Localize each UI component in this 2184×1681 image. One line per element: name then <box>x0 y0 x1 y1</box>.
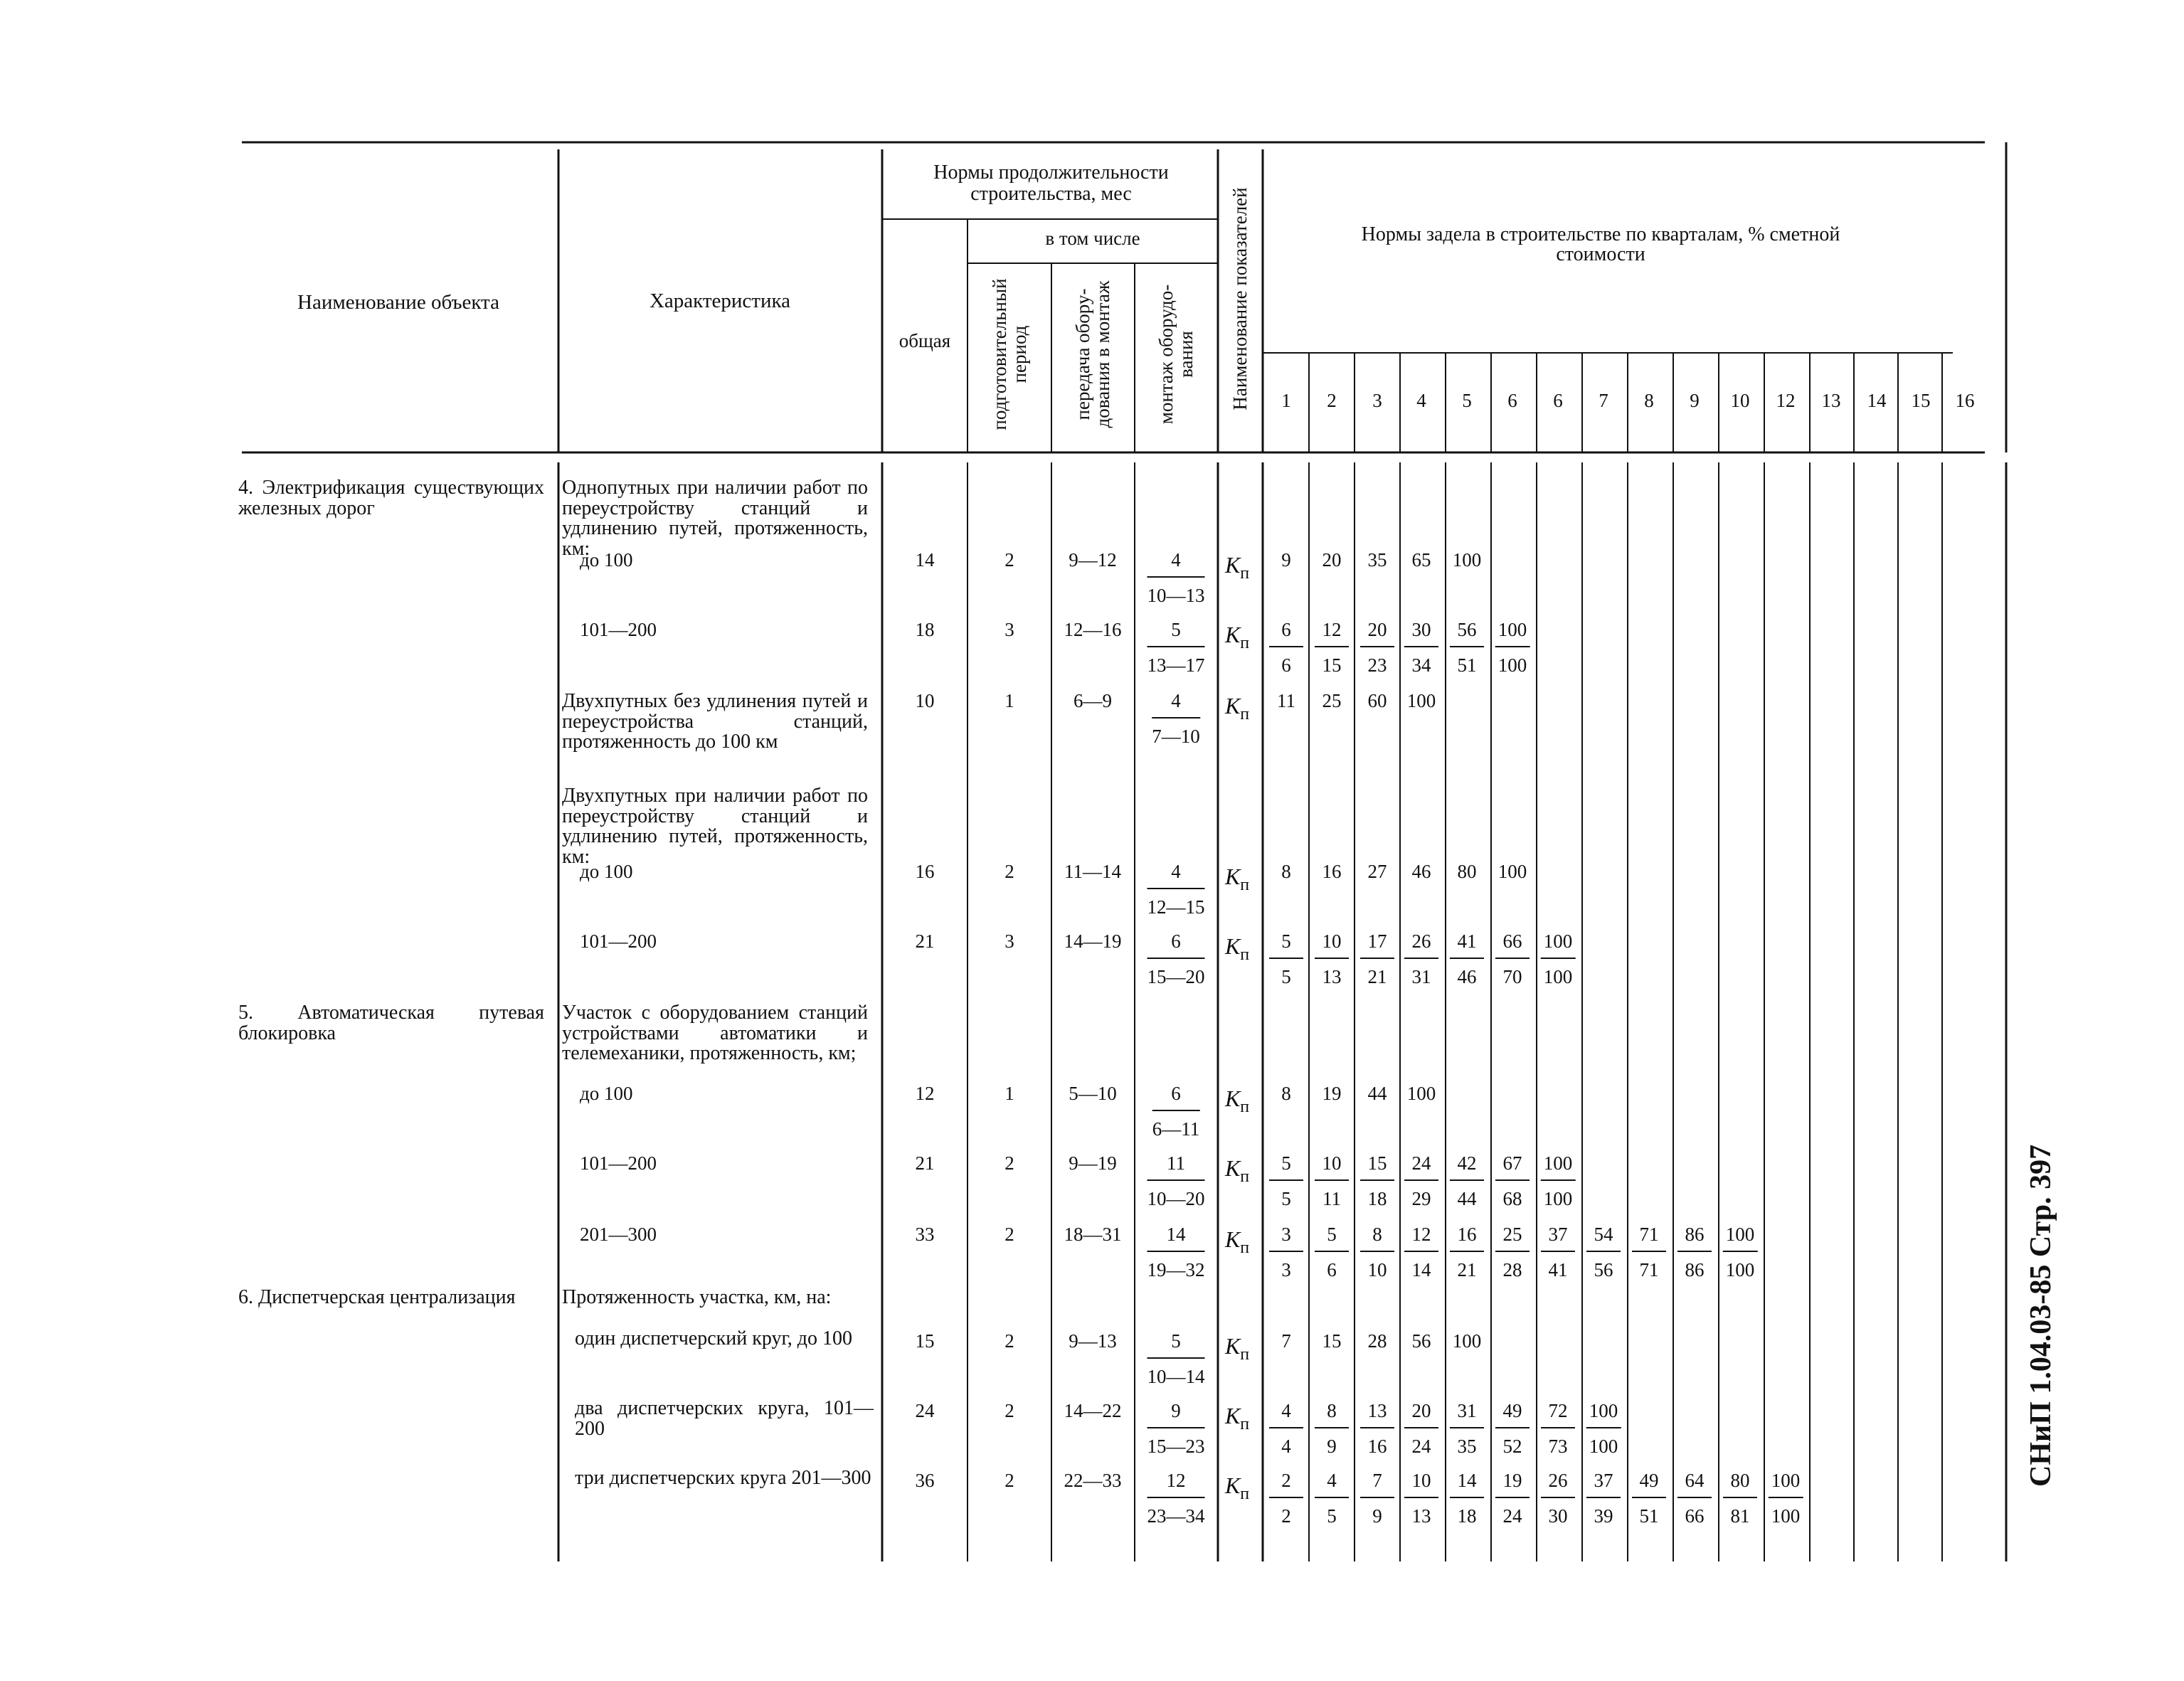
quarter-den: 13 <box>1411 1505 1431 1527</box>
row-label: до 100 <box>580 861 633 882</box>
quarter-header-7: 6 <box>1553 390 1563 411</box>
cell-install <box>1147 1330 1205 1387</box>
quarter-cell: 15 <box>1322 1330 1342 1352</box>
quarter-header-9: 8 <box>1644 390 1654 411</box>
quarter-cell <box>1269 1470 1303 1527</box>
quarter-den: 10 <box>1367 1259 1387 1280</box>
quarter-num: 10 <box>1315 930 1349 959</box>
quarter-num: 37 <box>1586 1470 1621 1498</box>
install-den: 7—10 <box>1152 726 1200 747</box>
quarter-num: 15 <box>1360 1152 1394 1181</box>
header-characteristic: Характеристика <box>649 290 791 312</box>
cell-install <box>1147 549 1205 606</box>
quarter-cell <box>1404 1400 1438 1457</box>
install-num: 5 <box>1147 1330 1205 1359</box>
cell-transfer: 22—33 <box>1064 1470 1122 1491</box>
quarter-cell <box>1404 619 1438 676</box>
quarter-num: 56 <box>1450 619 1484 647</box>
cell-transfer: 14—19 <box>1064 930 1122 952</box>
quarter-cell <box>1269 1400 1303 1457</box>
quarter-cell <box>1541 1400 1575 1457</box>
quarter-header-1: 1 <box>1281 390 1291 411</box>
quarter-num: 86 <box>1677 1224 1712 1252</box>
quarter-den: 18 <box>1367 1188 1387 1209</box>
quarter-cell <box>1315 1400 1349 1457</box>
quarter-den: 23 <box>1367 654 1387 676</box>
row-label: 101—200 <box>580 930 657 952</box>
cell-install <box>1152 1083 1200 1140</box>
quarter-cell <box>1586 1400 1621 1457</box>
cell-prep: 2 <box>1004 1152 1014 1174</box>
cell-transfer: 14—22 <box>1064 1400 1122 1421</box>
quarter-den: 68 <box>1502 1188 1522 1209</box>
quarter-cell: 65 <box>1411 549 1431 571</box>
header-including: в том числе <box>1045 228 1140 249</box>
quarter-num: 100 <box>1541 1152 1576 1181</box>
quarter-num: 7 <box>1360 1470 1394 1498</box>
quarter-cell <box>1360 1470 1394 1527</box>
quarter-cell: 56 <box>1411 1330 1431 1352</box>
desc-segment: Участок с оборудованием станций устройствами автоматики и телемеханики, протяженность, км; <box>562 1002 868 1064</box>
quarter-cell <box>1404 1152 1438 1209</box>
quarter-header-2: 2 <box>1327 390 1337 411</box>
quarter-num: 26 <box>1404 930 1438 959</box>
quarter-header-5: 5 <box>1462 390 1472 411</box>
quarter-cell <box>1360 619 1394 676</box>
quarter-den: 11 <box>1322 1188 1341 1209</box>
indicator-kp: $К_п$ <box>1225 1155 1250 1186</box>
quarter-header-11: 10 <box>1730 390 1750 411</box>
quarter-den: 14 <box>1411 1259 1431 1280</box>
quarter-header-3: 3 <box>1372 390 1382 411</box>
quarter-num: 20 <box>1404 1400 1438 1428</box>
cell-install <box>1147 861 1205 918</box>
quarter-header-4: 4 <box>1416 390 1426 411</box>
quarter-cell: 16 <box>1322 861 1342 882</box>
quarter-cell <box>1495 1470 1530 1527</box>
section-electrification: 4. Электрификация существующих железных дорог <box>238 477 544 519</box>
install-num: 4 <box>1147 549 1205 578</box>
quarter-num: 24 <box>1404 1152 1438 1181</box>
cell-prep: 2 <box>1004 549 1014 571</box>
quarter-den: 73 <box>1548 1436 1568 1457</box>
quarter-cell <box>1315 1470 1349 1527</box>
quarter-cell <box>1450 1400 1484 1457</box>
quarter-num: 12 <box>1404 1224 1438 1252</box>
quarter-num: 20 <box>1360 619 1394 647</box>
quarter-cell <box>1541 1470 1575 1527</box>
quarter-num: 8 <box>1315 1400 1349 1428</box>
indicator-kp: $К_п$ <box>1225 1403 1250 1433</box>
install-den: 12—15 <box>1147 896 1205 918</box>
header-prep-period: подготовительный период <box>989 278 1030 430</box>
cell-install <box>1147 1152 1205 1209</box>
quarter-den: 86 <box>1685 1259 1705 1280</box>
quarter-cell <box>1450 930 1484 987</box>
row-label: один диспетчерский круг, до 100 <box>575 1327 853 1349</box>
quarter-cell <box>1315 930 1349 987</box>
quarter-num: 8 <box>1360 1224 1394 1252</box>
cell-total: 16 <box>915 861 935 882</box>
row-label: до 100 <box>580 1083 633 1104</box>
row-label: два диспетчерских круга, 101—200 <box>575 1397 874 1440</box>
quarter-num: 67 <box>1495 1152 1530 1181</box>
desc-double-track-no-ext: Двухпутных без удлинения путей и переустройства станций, протяженность до 100 км <box>562 690 868 753</box>
quarter-cell <box>1495 930 1530 987</box>
quarter-num: 80 <box>1723 1470 1757 1498</box>
quarter-den: 100 <box>1543 1188 1573 1209</box>
row-label: 101—200 <box>580 619 657 640</box>
row-label: 201—300 <box>580 1224 657 1245</box>
quarter-den: 15 <box>1322 654 1342 676</box>
install-num: 4 <box>1152 690 1200 718</box>
quarter-cell <box>1360 930 1394 987</box>
install-num: 14 <box>1147 1224 1205 1252</box>
quarter-den: 5 <box>1281 966 1291 987</box>
quarter-cell <box>1541 1224 1575 1280</box>
quarter-num: 30 <box>1404 619 1438 647</box>
cell-total: 18 <box>915 619 935 640</box>
quarter-num: 41 <box>1450 930 1484 959</box>
quarter-num: 2 <box>1269 1470 1303 1498</box>
quarter-num: 13 <box>1360 1400 1394 1428</box>
quarter-cell <box>1495 1400 1530 1457</box>
cell-transfer: 6—9 <box>1074 690 1112 711</box>
quarter-den: 56 <box>1594 1259 1613 1280</box>
cell-total: 36 <box>915 1470 935 1491</box>
quarter-cell: 100 <box>1497 861 1527 882</box>
cell-install <box>1152 690 1200 747</box>
quarter-cell <box>1495 1224 1530 1280</box>
quarter-cell <box>1360 1400 1394 1457</box>
cell-total: 21 <box>915 930 935 952</box>
quarter-num: 100 <box>1586 1400 1621 1428</box>
quarter-den: 100 <box>1589 1436 1618 1457</box>
quarter-header-15: 15 <box>1911 390 1931 411</box>
quarter-den: 44 <box>1457 1188 1477 1209</box>
quarter-den: 6 <box>1327 1259 1337 1280</box>
quarter-den: 18 <box>1457 1505 1477 1527</box>
section-dispatch: 6. Диспетчерская централизация <box>238 1286 516 1308</box>
quarter-den: 24 <box>1411 1436 1431 1457</box>
quarter-den: 35 <box>1457 1436 1477 1457</box>
cell-prep: 2 <box>1004 1224 1014 1245</box>
desc-single-track: Однопутных при наличии работ по переустройству станций и удлинению путей, протяженность, км: <box>562 477 868 560</box>
quarter-cell: 100 <box>1406 690 1436 711</box>
quarter-cell: 20 <box>1322 549 1342 571</box>
quarter-den: 29 <box>1411 1188 1431 1209</box>
install-num: 12 <box>1147 1470 1205 1498</box>
quarter-den: 71 <box>1639 1259 1659 1280</box>
cell-total: 15 <box>915 1330 935 1352</box>
cell-prep: 2 <box>1004 1470 1014 1491</box>
install-den: 19—32 <box>1147 1259 1205 1280</box>
cell-total: 21 <box>915 1152 935 1174</box>
running-header: СНиП 1.04.03-85 Стр. 397 <box>2025 1144 2057 1487</box>
quarter-den: 41 <box>1548 1259 1568 1280</box>
quarter-den: 16 <box>1367 1436 1387 1457</box>
quarter-den: 46 <box>1457 966 1477 987</box>
quarter-cell <box>1495 619 1530 676</box>
cell-prep: 1 <box>1004 690 1014 711</box>
cell-transfer: 12—16 <box>1064 619 1122 640</box>
quarter-num: 3 <box>1269 1224 1303 1252</box>
quarter-cell <box>1404 930 1438 987</box>
quarter-cell: 7 <box>1281 1330 1291 1352</box>
quarter-header-8: 7 <box>1599 390 1608 411</box>
quarter-den: 81 <box>1730 1505 1750 1527</box>
cell-prep: 2 <box>1004 861 1014 882</box>
cell-prep: 2 <box>1004 1330 1014 1352</box>
quarter-num: 4 <box>1315 1470 1349 1498</box>
quarter-num: 100 <box>1541 930 1576 959</box>
indicator-kp: $К_п$ <box>1225 1226 1250 1257</box>
header-total: общая <box>898 330 951 351</box>
quarter-cell <box>1723 1224 1758 1280</box>
quarter-cell <box>1360 1224 1394 1280</box>
quarter-header-6: 6 <box>1507 390 1517 411</box>
quarter-den: 28 <box>1502 1259 1522 1280</box>
quarter-cell <box>1632 1470 1666 1527</box>
cell-transfer: 5—10 <box>1069 1083 1117 1104</box>
indicator-kp: $К_п$ <box>1225 693 1250 723</box>
quarter-header-14: 14 <box>1867 390 1887 411</box>
install-den: 15—20 <box>1147 966 1205 987</box>
install-den: 10—14 <box>1147 1366 1205 1387</box>
cell-transfer: 18—31 <box>1064 1224 1122 1245</box>
quarter-cell <box>1769 1470 1803 1527</box>
quarter-den: 100 <box>1725 1259 1755 1280</box>
quarter-num: 5 <box>1269 930 1303 959</box>
quarter-cell <box>1541 930 1576 987</box>
quarter-cell: 44 <box>1367 1083 1387 1104</box>
quarter-cell <box>1586 1224 1621 1280</box>
quarter-cell: 46 <box>1411 861 1431 882</box>
desc-dispatch: Протяженность участка, км, на: <box>562 1286 832 1308</box>
indicator-kp: $К_п$ <box>1225 622 1250 652</box>
cell-install <box>1147 1470 1205 1527</box>
quarter-den: 51 <box>1639 1505 1659 1527</box>
quarter-num: 14 <box>1450 1470 1484 1498</box>
quarter-den: 3 <box>1281 1259 1291 1280</box>
quarter-den: 30 <box>1548 1505 1568 1527</box>
row-label: до 100 <box>580 549 633 571</box>
quarter-den: 21 <box>1367 966 1387 987</box>
quarter-cell <box>1315 1224 1349 1280</box>
install-num: 9 <box>1147 1400 1205 1428</box>
install-num: 6 <box>1152 1083 1200 1111</box>
quarter-cell <box>1632 1224 1666 1280</box>
cell-prep: 1 <box>1004 1083 1014 1104</box>
quarter-header-12: 12 <box>1776 390 1796 411</box>
quarter-cell <box>1677 1470 1712 1527</box>
quarter-cell <box>1269 619 1303 676</box>
quarter-den: 5 <box>1327 1505 1337 1527</box>
quarter-den: 13 <box>1322 966 1342 987</box>
install-num: 5 <box>1147 619 1205 647</box>
quarter-den: 39 <box>1594 1505 1613 1527</box>
header-install: монтаж оборудо-вания <box>1155 284 1197 425</box>
quarter-cell <box>1360 1152 1394 1209</box>
header-transfer: передача обору-дования в монтаж <box>1072 280 1113 428</box>
quarter-cell <box>1404 1470 1438 1527</box>
install-num: 4 <box>1147 861 1205 889</box>
indicator-kp: $К_п$ <box>1225 1086 1250 1116</box>
quarter-cell: 8 <box>1281 1083 1291 1104</box>
quarter-den: 34 <box>1411 654 1431 676</box>
quarter-num: 31 <box>1450 1400 1484 1428</box>
quarter-cell: 100 <box>1452 549 1482 571</box>
quarter-num: 6 <box>1269 619 1303 647</box>
quarter-num: 5 <box>1315 1224 1349 1252</box>
quarter-den: 66 <box>1685 1505 1705 1527</box>
quarter-cell <box>1450 1152 1484 1209</box>
cell-transfer: 9—19 <box>1069 1152 1117 1174</box>
install-den: 23—34 <box>1147 1505 1205 1527</box>
indicator-kp: $К_п$ <box>1225 1333 1250 1364</box>
cell-prep: 2 <box>1004 1400 1014 1421</box>
quarter-cell <box>1450 619 1484 676</box>
quarter-cell: 35 <box>1367 549 1387 571</box>
quarter-cell <box>1495 1152 1530 1209</box>
row-label: 101—200 <box>580 1152 657 1174</box>
quarter-cell <box>1269 1152 1303 1209</box>
indicator-kp: $К_п$ <box>1225 933 1250 964</box>
quarter-num: 71 <box>1632 1224 1666 1252</box>
cell-install <box>1147 930 1205 987</box>
quarter-cell: 60 <box>1367 690 1387 711</box>
quarter-cell <box>1315 1152 1349 1209</box>
quarter-header-16: 16 <box>1955 390 1975 411</box>
install-num: 6 <box>1147 930 1205 959</box>
quarter-num: 100 <box>1495 619 1530 647</box>
quarter-den: 21 <box>1457 1259 1477 1280</box>
install-den: 10—13 <box>1147 585 1205 606</box>
quarter-cell: 11 <box>1277 690 1295 711</box>
quarter-num: 4 <box>1269 1400 1303 1428</box>
quarter-cell: 25 <box>1322 690 1342 711</box>
cell-install <box>1147 1400 1205 1457</box>
quarter-cell <box>1269 1224 1303 1280</box>
cell-total: 10 <box>915 690 935 711</box>
quarter-cell: 28 <box>1367 1330 1387 1352</box>
quarter-den: 4 <box>1281 1436 1291 1457</box>
quarter-cell <box>1404 1224 1438 1280</box>
quarter-den: 51 <box>1457 654 1477 676</box>
quarter-num: 16 <box>1450 1224 1484 1252</box>
quarter-num: 100 <box>1769 1470 1803 1498</box>
install-num: 11 <box>1147 1152 1205 1181</box>
quarter-cell <box>1269 930 1303 987</box>
quarter-num: 42 <box>1450 1152 1484 1181</box>
header-duration-norms: Нормы продолжительности строительства, мес <box>933 161 1169 205</box>
indicator-kp: $К_п$ <box>1225 1473 1250 1503</box>
desc-double-track: Двухпутных при наличии работ по переустройству станций и удлинению путей, протяженность, км: <box>562 785 868 868</box>
quarter-num: 100 <box>1723 1224 1758 1252</box>
quarter-cell <box>1450 1224 1484 1280</box>
quarter-num: 17 <box>1360 930 1394 959</box>
quarter-num: 10 <box>1315 1152 1349 1181</box>
cell-install <box>1147 1224 1205 1280</box>
quarter-num: 64 <box>1677 1470 1712 1498</box>
quarter-den: 70 <box>1502 966 1522 987</box>
cell-total: 33 <box>915 1224 935 1245</box>
install-den: 15—23 <box>1147 1436 1205 1457</box>
quarter-cell <box>1450 1470 1484 1527</box>
indicator-kp: $К_п$ <box>1225 552 1250 583</box>
quarter-num: 5 <box>1269 1152 1303 1181</box>
cell-prep: 3 <box>1004 619 1014 640</box>
quarter-num: 10 <box>1404 1470 1438 1498</box>
quarter-header-13: 13 <box>1821 390 1841 411</box>
install-den: 13—17 <box>1147 654 1205 676</box>
quarter-num: 49 <box>1632 1470 1666 1498</box>
quarter-num: 66 <box>1495 930 1530 959</box>
section-auto-block: 5. Автоматическая путевая блокировка <box>238 1002 544 1044</box>
quarter-num: 26 <box>1541 1470 1575 1498</box>
quarter-den: 100 <box>1771 1505 1801 1527</box>
quarter-header-10: 9 <box>1690 390 1700 411</box>
quarter-den: 9 <box>1327 1436 1337 1457</box>
quarter-cell <box>1723 1470 1757 1527</box>
quarter-den: 31 <box>1411 966 1431 987</box>
quarter-den: 24 <box>1502 1505 1522 1527</box>
cell-transfer: 9—12 <box>1069 549 1117 571</box>
header-backlog-norms: Нормы задела в строительстве по кварталам, % сметной стоимости <box>1361 223 1840 265</box>
quarter-cell: 9 <box>1281 549 1291 571</box>
quarter-cell: 8 <box>1281 861 1291 882</box>
quarter-den: 2 <box>1281 1505 1291 1527</box>
header-indicator: Наименование показателей <box>1229 187 1251 410</box>
quarter-cell <box>1586 1470 1621 1527</box>
quarter-num: 19 <box>1495 1470 1530 1498</box>
quarter-cell: 19 <box>1322 1083 1342 1104</box>
quarter-num: 72 <box>1541 1400 1575 1428</box>
cell-total: 12 <box>915 1083 935 1104</box>
quarter-cell <box>1677 1224 1712 1280</box>
cell-transfer: 11—14 <box>1064 861 1121 882</box>
quarter-cell: 80 <box>1457 861 1477 882</box>
install-den: 6—11 <box>1152 1118 1200 1140</box>
quarter-cell: 100 <box>1452 1330 1482 1352</box>
quarter-num: 25 <box>1495 1224 1530 1252</box>
quarter-num: 37 <box>1541 1224 1575 1252</box>
indicator-kp: $К_п$ <box>1225 864 1250 894</box>
quarter-den: 100 <box>1497 654 1527 676</box>
quarter-den: 52 <box>1502 1436 1522 1457</box>
quarter-den: 9 <box>1372 1505 1382 1527</box>
quarter-num: 54 <box>1586 1224 1621 1252</box>
quarter-num: 49 <box>1495 1400 1530 1428</box>
cell-total: 24 <box>915 1400 935 1421</box>
cell-prep: 3 <box>1004 930 1014 952</box>
quarter-cell: 27 <box>1367 861 1387 882</box>
quarter-den: 100 <box>1543 966 1573 987</box>
cell-total: 14 <box>915 549 935 571</box>
header-object-name: Наименование объекта <box>297 291 499 314</box>
quarter-den: 6 <box>1281 654 1291 676</box>
quarter-cell: 100 <box>1406 1083 1436 1104</box>
cell-transfer: 9—13 <box>1069 1330 1117 1352</box>
quarter-num: 12 <box>1315 619 1349 647</box>
cell-install <box>1147 619 1205 676</box>
quarter-den: 5 <box>1281 1188 1291 1209</box>
row-label: три диспетчерских круга 201—300 <box>575 1467 871 1489</box>
install-den: 10—20 <box>1147 1188 1205 1209</box>
quarter-cell <box>1315 619 1349 676</box>
quarter-cell <box>1541 1152 1576 1209</box>
